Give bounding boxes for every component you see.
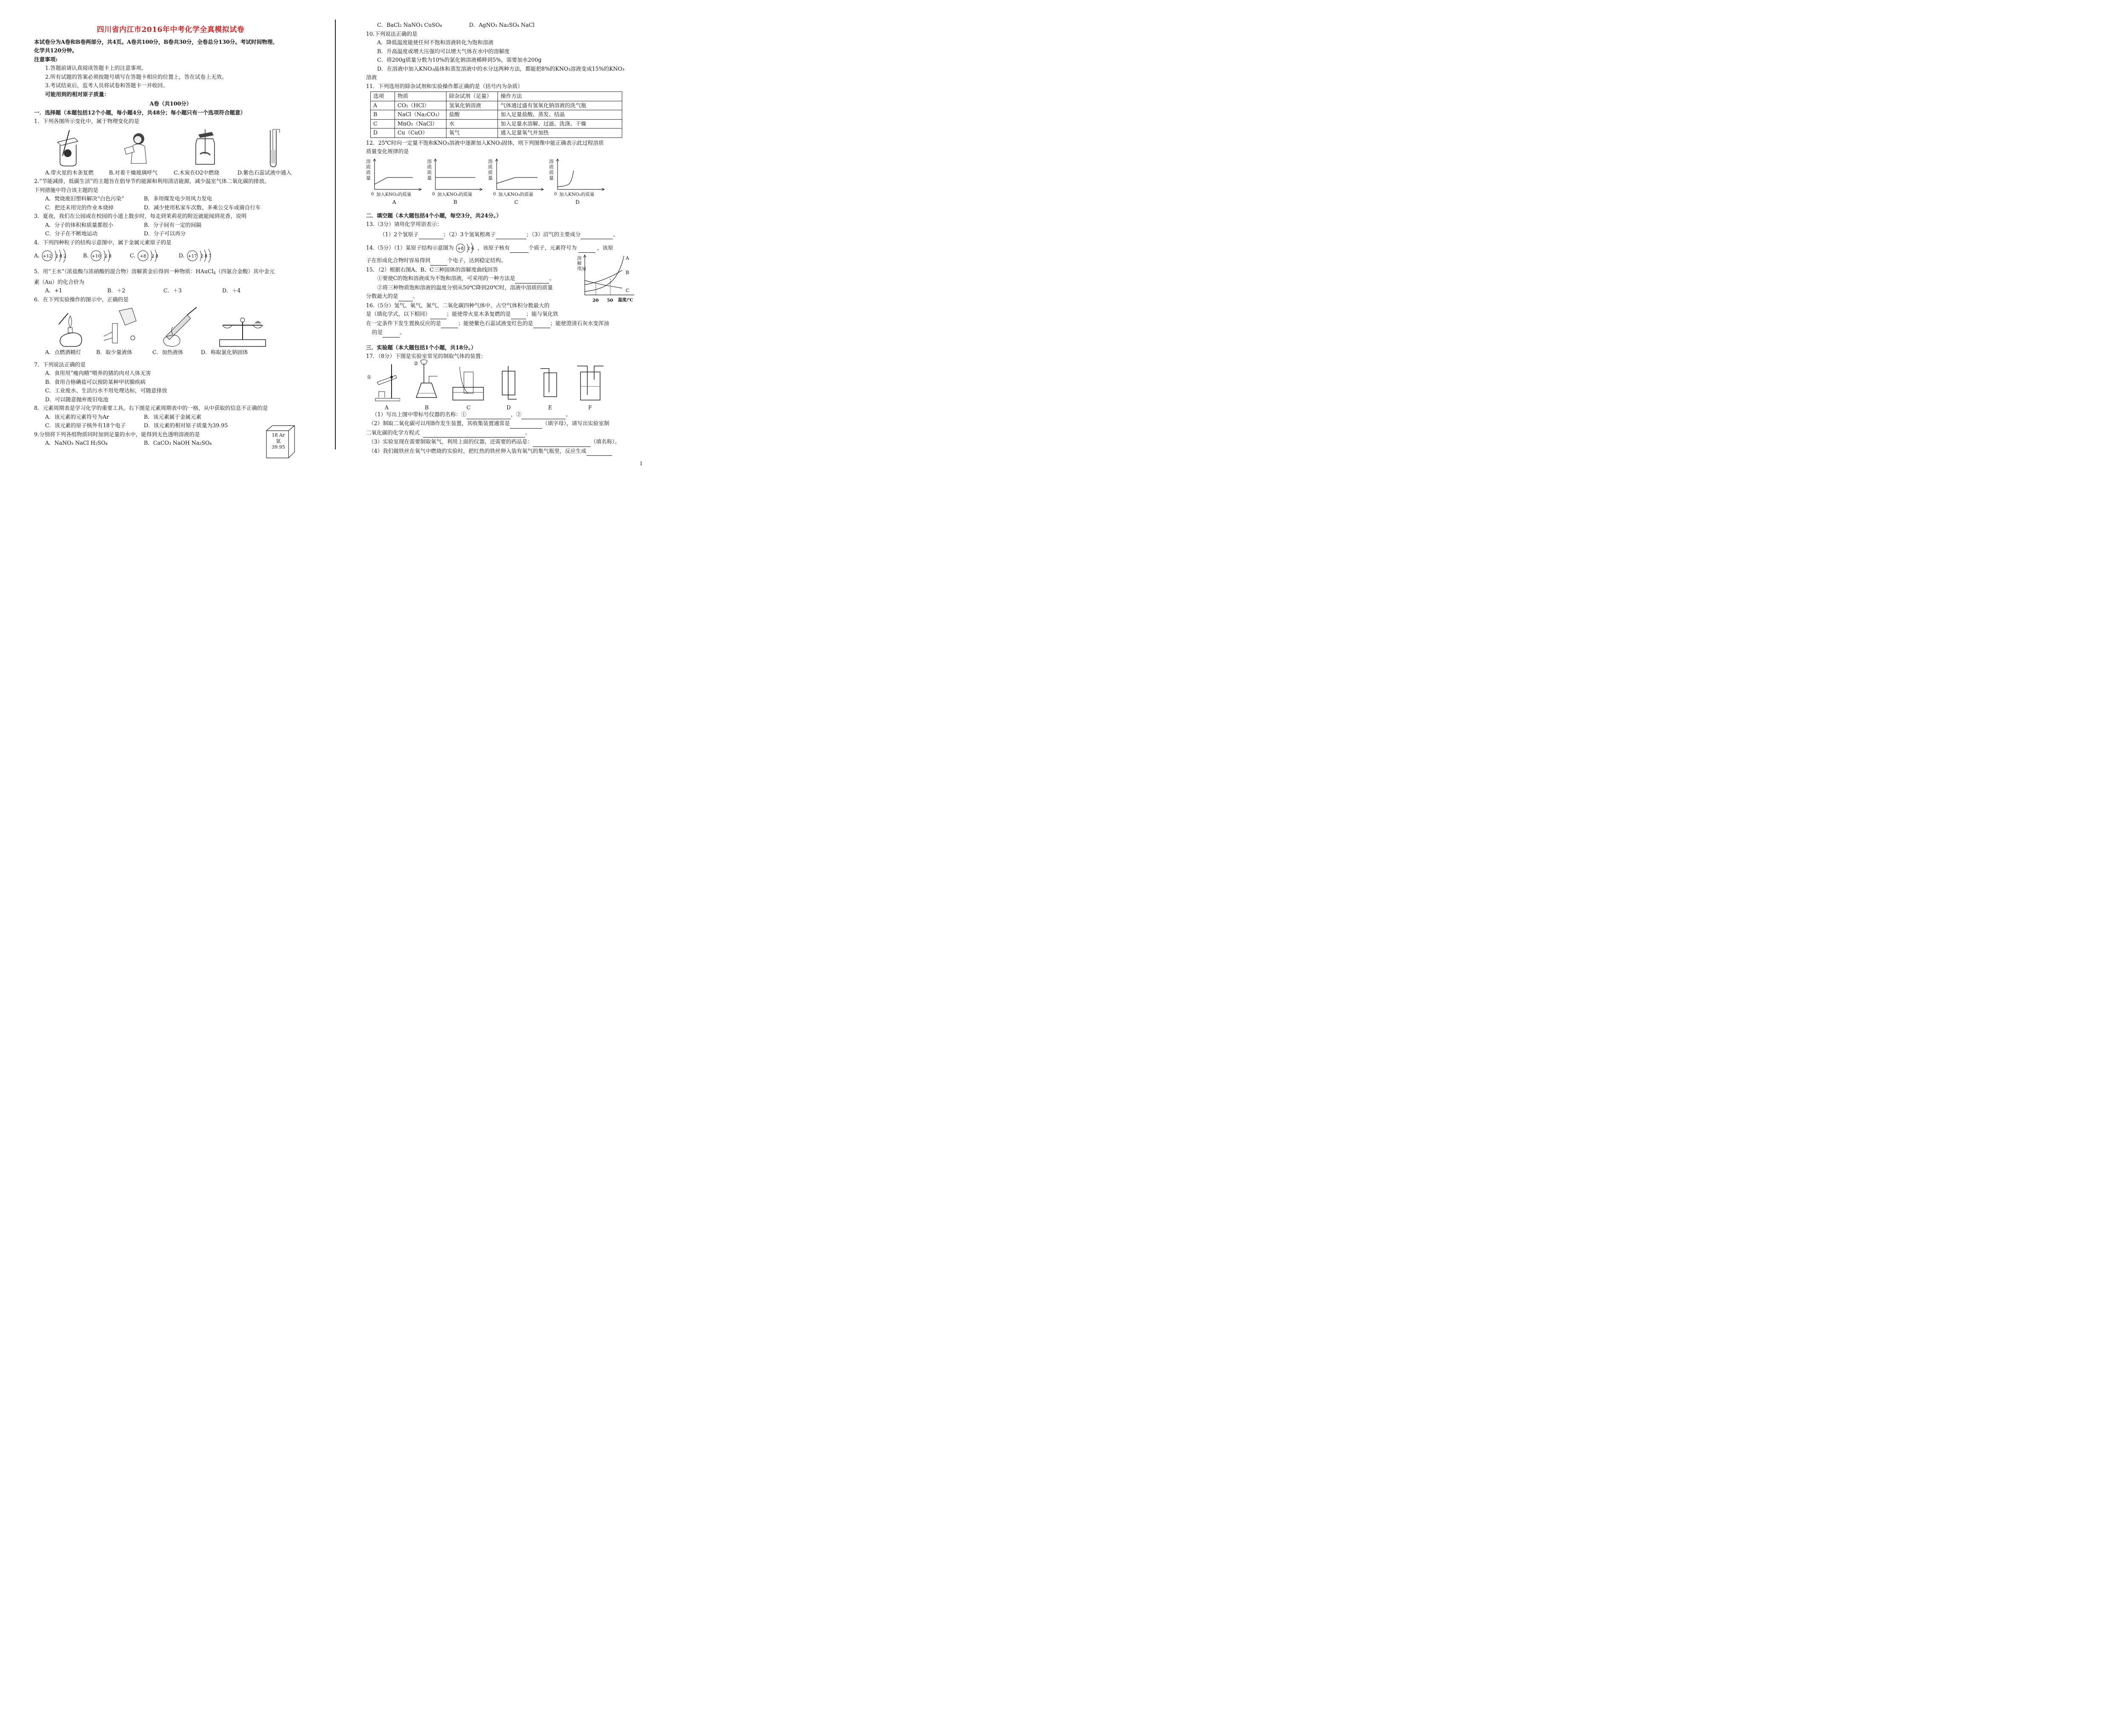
q12-graph-c-zero: 0 [493, 192, 496, 197]
q8-option-d: D．该元素的相对原子质量为39.95 [144, 422, 228, 429]
q12-graph-a-plot [372, 159, 423, 193]
periodic-table-cell [266, 425, 295, 459]
q14-mid2: 个质子，元素符号为 [528, 244, 577, 251]
q12-graph-b-xlabel: 加入KNO₃的质量 [437, 192, 472, 197]
q17-line-2 [366, 419, 634, 429]
q12-graph-c [488, 159, 543, 206]
q16-blank-3[interactable] [441, 319, 458, 329]
q3-stem: 3．夏夜，我们在公园或在校园的小道上散步时，每走到茉莉花的附近就能闻到花香，说明 [34, 213, 247, 219]
q17-l2: （2）制取二氧化碳可以用B作发生装置，其收集装置通常是 [369, 420, 510, 426]
q11-cell: 氢氧化钠溶液 [446, 101, 498, 110]
q14-blank-2[interactable] [578, 244, 595, 253]
q16-l3b: ；能使紫色石蕊试液变红色的是 [458, 320, 533, 326]
q16-line-3 [366, 319, 634, 329]
q2-option-b: B．多用煤发电少用风力发电 [144, 195, 212, 202]
apparatus-label-c: C [466, 404, 471, 411]
q14-pre: 14.（5分）（1）某原子结构示意图为 [366, 244, 454, 251]
q10-option-d-1: D．在溶液中加入KNO₃晶体和蒸发溶液中的水分这两种方法，都能把8%的KNO₃溶液变成15%的KNO₃ [377, 65, 625, 72]
q12-graph-b [427, 159, 482, 206]
part2-heading: 二．填空题（本大题包括4个小题，每空3分，共24分。） [366, 212, 502, 219]
q2-option-c: C．把还未用完的作业本烧掉 [45, 204, 114, 211]
q11-cell: A [371, 101, 395, 110]
exam-title: 四川省内江市2016年中考化学全真模拟试卷 [97, 26, 245, 34]
q2-option-d: D．减少使用私家车次数、多乘公交车或骑自行车 [144, 204, 261, 211]
q11-cell: D [371, 129, 395, 138]
part3-heading: 三．实验题（本大题包括1个小题，共18分。） [366, 344, 477, 351]
q16-l2b: ；能使带火星木条复燃的是 [446, 311, 511, 317]
apparatus-e [537, 363, 563, 403]
q12-graph-b-zero: 0 [432, 192, 435, 197]
q12-graph-c-ylabel: 溶质质量 [488, 158, 493, 181]
q11-cell: MnO₂（NaCl） [395, 119, 446, 129]
q13-blank-3[interactable] [581, 230, 613, 240]
q5-option-d: D．＋4 [222, 287, 241, 294]
q12-graph-a-xlabel: 加入KNO₃的质量 [376, 192, 412, 197]
q4-options [34, 247, 307, 265]
notice-1: 1.答题前请认真阅读答题卡上的注意事项。 [45, 65, 147, 71]
q7-stem: 7．下列说法正确的是 [34, 361, 86, 368]
q3-option-d: D．分子可以再分 [144, 230, 186, 237]
q17-blank-5[interactable] [533, 438, 591, 447]
q4-atom-b-shells: 2 8 [105, 254, 112, 259]
q2-stem-1: 2.“节能减排，低碳生活”的主题旨在倡导节约能源和利用清洁能源，减少温室气体二氧化碳的排放。 [34, 178, 270, 184]
q17-l3: 二氧化碳的化学方程式 [366, 429, 420, 436]
q11-cell: 水 [446, 119, 498, 129]
q9-option-a: A．NaNO₃ NaCl H₂SO₄ [45, 440, 108, 446]
q13-blank-2[interactable] [496, 230, 526, 240]
q14-atom-diagram [455, 243, 478, 254]
part1-heading: 一．选择题（本题包括12个小题，每小题4分，共48分；每小题只有一个选项符合题意） [34, 109, 246, 116]
q8-options-row-1 [34, 413, 307, 422]
q14-shells: 2 6 [467, 246, 475, 251]
q4-atom-d-diagram [186, 249, 220, 263]
q11-cell: 加入足量盐酸、蒸发、结晶 [498, 110, 622, 120]
q13-line [366, 230, 634, 240]
apparatus-label-a: A [385, 404, 389, 411]
q11-cell: 盐酸 [446, 110, 498, 120]
apparatus-label-e: E [548, 404, 552, 411]
q11-header-reagent: 除杂试剂（足量） [446, 92, 498, 101]
q5-option-c: C．＋3 [163, 287, 182, 294]
q17-apparatus [366, 360, 634, 411]
solubility-curve-c-label: C [626, 288, 629, 293]
q13-part-1: （1）2个氢原子 [380, 231, 419, 237]
q15-l3e: 。 [412, 293, 418, 299]
page-number: 1 [640, 461, 643, 466]
q11-cell: 氧气 [446, 129, 498, 138]
q17-l1b: ，② [511, 411, 522, 418]
q10-option-d-2: 溶液 [366, 74, 377, 80]
q17-mark-1: ① [367, 374, 372, 380]
q15-line-2: ②将三种物质饱和溶液的温度分别从50℃降到20℃时，溶液中溶质的质量 [377, 284, 553, 291]
curve-a [585, 256, 624, 292]
q1-caption-b: B.对着干燥玻璃呼气 [109, 169, 158, 176]
notice-heading: 注意事项: [34, 56, 58, 63]
q3-option-c: C．分子在不断地运动 [45, 230, 97, 237]
apparatus-label-f: F [588, 404, 592, 411]
notice-2: 2.所有试题的答案必须按题号填写在答题卡相应的位置上，答在试卷上无效。 [45, 73, 227, 80]
q12-curve-c [497, 177, 538, 183]
q17-mark-2: ② [414, 360, 418, 366]
q15-l1e: 。 [549, 275, 555, 281]
q17-blank-3[interactable] [510, 419, 542, 429]
q17-blank-2[interactable] [521, 410, 566, 420]
q9-option-c: C．BaCl₂ NaNO₃ CuSO₄ [377, 22, 442, 28]
solubility-curve-a-label: A [626, 255, 629, 261]
q10-option-b: B．升高温度或增大压强均可以增大气体在水中的溶解度 [377, 48, 510, 54]
q1-figure-c [190, 129, 220, 168]
q1-captions [34, 169, 307, 177]
q4-atom-d-nucleus: +17 [188, 254, 197, 259]
q12-curve-d [558, 171, 574, 187]
q11-table-header [371, 92, 622, 101]
q8-option-b: B．该元素属于金属元素 [144, 413, 202, 420]
q16-line-1: 16.（5分）氢气、氧气、氮气、二氧化碳四种气体中，占空气体积分数最大的 [366, 302, 550, 309]
q17-l1e: 。 [566, 411, 571, 418]
q6-caption-d: D．称取氯化钠固体 [201, 349, 248, 355]
q7-option-d: D．可以随意抛弃废旧电池 [45, 396, 109, 403]
q4-atom-c-shells: 2 8 [152, 254, 159, 259]
q17-l2b: （填字母），请写出实验室制 [542, 420, 609, 426]
right-column [366, 21, 634, 456]
q12-stem-1: 12．25℃时向一定量不饱和KNO₃溶液中逐渐加入KNO₃固体，则下列图像中能正确表示此过程溶质 [366, 139, 604, 146]
q15-blank-2[interactable] [398, 292, 413, 301]
q4-option-c [130, 249, 179, 263]
q16-l4b: 。 [400, 329, 405, 335]
apparatus-a [370, 363, 400, 403]
q13-blank-1[interactable] [419, 230, 443, 240]
q1-caption-a: A.带火星的木条复燃 [45, 169, 94, 176]
q17-l1: （1）写出上图中带标号仪器的名称：① [372, 411, 467, 418]
q5-option-b: B．＋2 [107, 287, 126, 294]
q17-line-4 [366, 438, 634, 447]
q17-blank-6[interactable] [586, 447, 612, 456]
q11-cell: C [371, 119, 395, 129]
solubility-xlabel: 温度/℃ [618, 298, 633, 303]
q16-l3a: 在一定条件下发生置换反应的是 [366, 320, 441, 326]
q1-caption-c: C.木炭在O2中燃烧 [174, 169, 220, 176]
apparatus-label-d: D [506, 404, 511, 411]
q13-end: 。 [613, 231, 618, 237]
q12-graph-d-xlabel: 加入KNO₃的质量 [559, 192, 595, 197]
q6-stem: 6．在下列实验操作的图示中，正确的是 [34, 296, 129, 303]
q5-stem-1a: 5．用“王水”（浓盐酸与浓硝酸的混合物）溶解黄金后得到一种物质：HAuCl [34, 268, 214, 275]
q2-stem-2: 下列措施中符合该主题的是 [34, 186, 99, 193]
q11-header-option: 选项 [371, 92, 395, 101]
q12-graph-c-letter: C [514, 199, 518, 205]
q6-captions [34, 348, 307, 357]
q12-graphs [366, 159, 604, 206]
q4-option-a [34, 249, 83, 263]
q17-blank-4[interactable] [423, 429, 525, 438]
solubility-chart [577, 254, 637, 305]
q1-stem: 1．下列各图所示变化中，属于物理变化的是 [34, 118, 140, 124]
q4-option-c-label: C. [130, 252, 136, 259]
q16-l4a: 的是 [372, 329, 383, 335]
q11-header-substance: 物质 [395, 92, 446, 101]
notice-3: 3.考试结束后，监考人员将试卷和答题卡一并收回。 [45, 82, 169, 89]
q14-line-1 [366, 243, 634, 254]
q17-l4: （3）实验室现在需要制取氧气，利用上面的仪器，还需要的药品是： [369, 438, 533, 445]
q12-graph-b-plot [433, 159, 484, 193]
q6-figure-b [102, 306, 140, 347]
q4-atom-a-nucleus: +12 [43, 254, 52, 259]
q6-caption-c: C．加热液体 [152, 349, 183, 355]
q12-graph-a [366, 159, 421, 206]
q4-atom-c-nucleus: +8 [140, 254, 146, 259]
q4-option-b-label: B. [83, 252, 89, 259]
q11-cell: 气体通过盛有氢氧化钠溶液的洗气瓶 [498, 101, 622, 110]
q9-option-b: B．CaCO₃ NaOH Na₂SO₄ [144, 440, 212, 446]
q11-table [370, 92, 622, 138]
periodic-cell-mass: 39.95 [272, 444, 285, 450]
q2-options-row-1 [34, 194, 307, 203]
q12-graph-d [549, 159, 604, 206]
q1-caption-d: D.紫色石蕊试液中通入 [237, 169, 292, 176]
intro-line-1: 本试卷分为A卷和B卷两部分，共4页。A卷共100分，B卷共30分，全卷总分130分。考试时间物理、 [34, 38, 278, 45]
q17-l5: （4）我们做铁丝在氧气中燃烧的实验时，把红热的铁丝伸入装有氧气的集气瓶里，反应生成 [369, 447, 586, 454]
q5-option-a: A．+1 [45, 287, 63, 294]
q13-stem: 13.（3分）请用化学用语表示： [366, 221, 443, 227]
q1-figure-a [53, 129, 83, 168]
apparatus-d [496, 363, 522, 403]
q12-graph-d-ylabel: 溶质质量 [549, 158, 554, 181]
q11-cell: Cu（CuO） [395, 129, 446, 138]
atomic-mass-heading: 可能用到的相对原子质量： [45, 91, 110, 97]
q14-line2-a: 子在形成化合物时容易得到 [366, 257, 431, 263]
q7-option-b: B．食用合格碘盐可以预防某种甲状腺疾病 [45, 378, 146, 385]
table-row [371, 129, 622, 138]
q2-option-a: A．焚烧废旧塑料解决“白色污染” [45, 195, 124, 202]
table-row [371, 101, 622, 110]
q4-atom-b-diagram [90, 249, 120, 263]
q6-figure-c [157, 306, 200, 347]
curve-b [585, 270, 622, 285]
q12-graph-d-letter: D [575, 199, 580, 205]
periodic-cell-name: 氩 [276, 438, 281, 444]
q17-line-1 [366, 410, 634, 420]
q16-blank-5[interactable] [383, 328, 400, 337]
q4-atom-a-shells: 2 8 2 [55, 254, 66, 259]
solubility-tick-50: 50 [607, 298, 613, 303]
q9-stem: 9.分别将下列各组物质同时加到足量的水中，能得到无色透明溶液的是 [34, 431, 200, 438]
q15-l1: ①要使C的饱和溶液成为不饱和溶液，可采用的一种方法是 [377, 275, 515, 281]
periodic-cell-number-symbol: 18 Ar [272, 432, 285, 438]
q17-stem: 17．（8分）下图是实验室常见的制取气体的装置： [366, 353, 486, 359]
q4-atom-d-shells: 2 8 7 [200, 254, 212, 259]
q8-stem: 8．元素周期表是学习化学的重要工具。右下图是元素周期表中的一格，从中获取的信息不正确的是 [34, 405, 268, 411]
q4-atom-c-diagram [137, 249, 167, 263]
q11-stem: 11．下列选用的除杂试剂和实验操作都正确的是（括号内为杂质） [366, 83, 523, 89]
q16-blank-1[interactable] [430, 310, 446, 319]
q2-options-row-2 [34, 203, 307, 212]
apparatus-c [451, 363, 485, 403]
q6-figure-a [55, 309, 85, 347]
q3-option-a: A．分子的体积和质量都很小 [45, 221, 114, 228]
q6-caption-b: B．取少量液体 [96, 349, 132, 355]
q10-option-c: C．将200g质量分数为10%的氯化钠溶液稀释到5%，需要加水200g [377, 57, 542, 63]
q6-caption-a: A．点燃酒精灯 [45, 349, 81, 355]
q1-figures [34, 127, 307, 168]
q16-blank-2[interactable] [511, 310, 526, 319]
q13-part-2: ；（2）3个氢氧根离子 [443, 231, 496, 237]
q12-graph-d-plot [555, 159, 606, 193]
q11-cell: 通入足量氧气并加热 [498, 129, 622, 138]
q4-atom-a-diagram [41, 249, 75, 263]
q5-stem-2: 素（Au）的化合价为 [34, 278, 84, 285]
q17-blank-1[interactable] [466, 410, 511, 420]
exam-page [0, 0, 667, 472]
q14-nucleus: +8 [457, 246, 464, 251]
q14-mid3: ，该原 [597, 244, 613, 251]
solubility-curve-b-label: B [626, 270, 629, 275]
apparatus-label-b: B [425, 404, 429, 411]
q7-option-a: A．食用用“瘦肉精”喂养的猪的肉对人体无害 [45, 370, 151, 376]
q6-figure-d [217, 309, 268, 347]
q12-graph-b-letter: B [453, 199, 458, 205]
intro-line-2: 化学共120分钟。 [34, 47, 77, 54]
q4-stem: 4．下列四种粒子的结构示意图中，属于金属元素原子的是 [34, 239, 172, 246]
q14-line2-b: 个电子，达到稳定结构。 [447, 257, 506, 263]
table-row [371, 110, 622, 120]
q4-atom-b-nucleus: +10 [92, 254, 101, 259]
apparatus-f [575, 363, 605, 403]
q12-graph-b-ylabel: 溶质质量 [427, 158, 432, 181]
q5-sub-4: 4 [213, 271, 216, 275]
q4-option-b [83, 249, 130, 263]
q16-line-2 [366, 310, 634, 319]
q12-graph-c-xlabel: 加入KNO₃的质量 [498, 192, 534, 197]
q11-cell: CO₂（HCl） [395, 101, 446, 110]
q12-graph-a-ylabel: 溶质质量 [366, 158, 371, 181]
q4-option-a-label: A. [34, 252, 40, 259]
table-row [371, 119, 622, 129]
q15-stem: 15．（2）根据右图A、B、C三种固体的溶解度曲线回答 [366, 266, 498, 273]
q15-l3: 分数最大的是 [366, 293, 398, 299]
q5-stem-1 [34, 267, 307, 278]
q16-l2a: 是（填化学式，以下相同） [366, 311, 431, 317]
q14-blank-1[interactable] [510, 244, 529, 253]
left-column [34, 22, 307, 448]
q1-figure-d [258, 129, 288, 168]
q11-cell: 加入足量水溶解、过滤、洗涤、干燥 [498, 119, 622, 129]
q14-mid: ，该原子核有 [478, 244, 510, 251]
column-divider [335, 20, 336, 449]
q3-options-row-1 [34, 221, 307, 230]
q12-graph-c-plot [494, 159, 545, 193]
q4-option-d-label: D. [179, 252, 185, 259]
q17-line-5 [366, 447, 634, 456]
q11-cell: B [371, 110, 395, 120]
q12-graph-a-zero: 0 [371, 192, 374, 197]
q16-blank-4[interactable] [533, 319, 550, 329]
q10-stem: 10.下列说法正确的是 [366, 30, 418, 37]
q11-cell: NaCl（Na₂CO₃） [395, 110, 446, 120]
q9-options-row-2 [366, 21, 634, 30]
q12-curve-a [375, 177, 413, 184]
solubility-ylabel: 溶解度/g [577, 256, 586, 271]
q10-option-a: A．降低温度能使任何不饱和溶液转化为饱和溶液 [377, 39, 494, 46]
q3-option-b: B．分子间有一定的间隔 [144, 221, 202, 228]
q5-options [34, 286, 307, 295]
q14-blank-3[interactable] [430, 256, 447, 266]
solubility-tick-20: 20 [592, 298, 599, 303]
q3-options-row-2 [34, 229, 307, 238]
q4-option-d [179, 249, 220, 263]
q17-l3e: 。 [525, 429, 531, 436]
q8-option-a: A．该元素的元素符号为Ar [45, 413, 109, 420]
q8-option-c: C．该元素的原子核外有18个电子 [45, 422, 126, 429]
q12-graph-a-letter: A [392, 199, 396, 205]
q15-blank-1[interactable] [515, 274, 549, 283]
q12-stem-2: 质量变化规律的是 [366, 148, 409, 154]
q12-graph-d-zero: 0 [554, 192, 557, 197]
q16-l3c: ；能使澄清石灰水变浑浊 [550, 320, 609, 326]
q13-part-3: ；（3）沼气的主要成分 [526, 231, 581, 237]
section-a-heading: A卷（共100分） [149, 100, 192, 107]
q6-figures [34, 305, 307, 347]
q16-l2c: ；能与氧化铁 [526, 311, 558, 317]
q17-l4b: （填名称）。 [590, 438, 621, 445]
q17-line-3 [366, 429, 634, 438]
q11-header-method: 操作方法 [498, 92, 622, 101]
q9-option-d: D．AgNO₃ Na₂SO₄ NaCl [469, 22, 535, 28]
q7-option-c: C．工业废水、生活污水不用处理达标，可随意排放 [45, 387, 167, 394]
q5-stem-1b: （四氯合金酸）其中金元 [215, 268, 275, 275]
q1-figure-b [122, 129, 152, 168]
q16-line-4 [366, 328, 634, 337]
